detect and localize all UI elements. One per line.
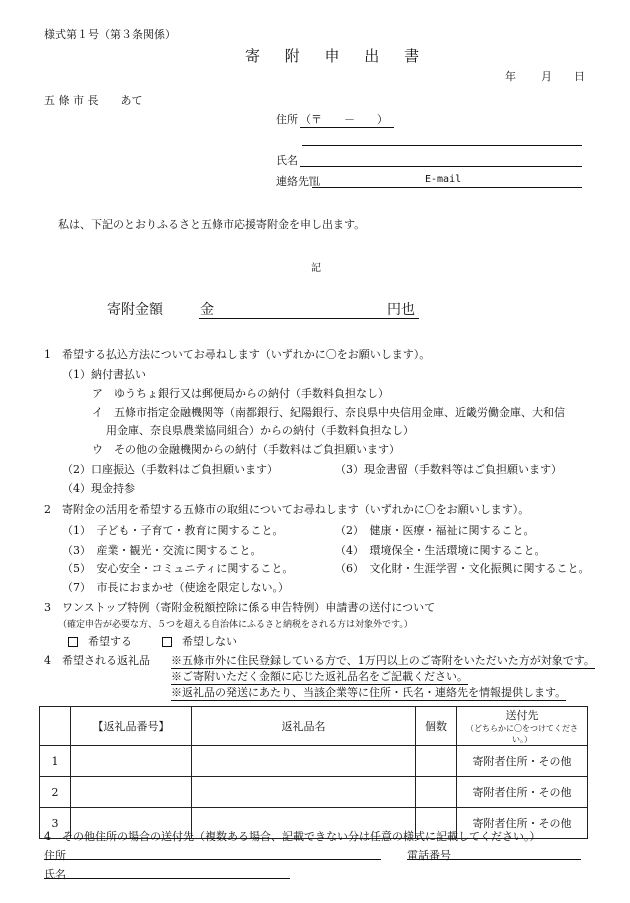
email-label: E-mail xyxy=(425,174,462,185)
page-title: 寄 附 申 出 書 xyxy=(245,47,430,65)
col-destination-header xyxy=(457,707,588,746)
applicant-address-label: 住所 xyxy=(276,113,298,126)
q3-no-label: 希望しない xyxy=(182,635,237,648)
q3-no-option[interactable] xyxy=(162,633,237,649)
q5-address-field[interactable] xyxy=(44,859,381,860)
gift-name-cell[interactable] xyxy=(192,777,416,808)
ki-label: 記 xyxy=(311,263,321,274)
amount-label: 寄附金額 xyxy=(107,302,163,318)
q2-option-5[interactable]: （5） 安心安全・コミュニティに関すること。 xyxy=(62,562,294,575)
gift-number-cell[interactable] xyxy=(71,777,192,808)
q5-name-field[interactable] xyxy=(44,878,290,879)
q1-option-1i: イ 五條市指定金融機関等（南都銀行、紀陽銀行、奈良県中央信用金庫、近畿労働金庫、大和信 xyxy=(92,406,565,419)
q4-note-3: ※返礼品の発送にあたり、当該企業等に住所・氏名・連絡先を情報提供します。 xyxy=(171,686,567,699)
col-gift-name-header: 返礼品名 xyxy=(192,707,416,746)
q2-option-4[interactable]: （4） 環境保全・生活環境に関すること。 xyxy=(335,544,546,557)
table-header-row xyxy=(40,707,588,746)
address-line-2[interactable] xyxy=(302,145,582,146)
q1-option-1[interactable]: （1）納付書払い xyxy=(62,368,146,381)
row-index: 1 xyxy=(40,746,71,777)
q4-note-1: ※五條市外に住民登録している方で、1万円以上のご寄附をいただいた方が対象です。 xyxy=(171,654,595,667)
q2-option-1[interactable]: （1） 子ども・子育て・教育に関すること。 xyxy=(62,524,284,537)
applicant-name-label: 氏名 xyxy=(276,154,298,167)
q1-option-1u: ウ その他の金融機関からの納付（手数料はご負担願います） xyxy=(92,443,400,456)
destination-header-label: 送付先 xyxy=(505,709,539,722)
q3-heading: 3 ワンストップ特例（寄附金税額控除に係る申告特例）申請書の送付について xyxy=(44,601,436,614)
q5-phone-field[interactable] xyxy=(407,859,581,860)
q2-option-7[interactable]: （7） 市長におまかせ（使途を限定しない。） xyxy=(62,581,289,594)
table-row xyxy=(40,746,588,777)
q4-note-2: ※ご寄附いただく金額に応じた返礼品名をご記載ください。 xyxy=(171,670,468,683)
gift-name-cell[interactable] xyxy=(192,746,416,777)
destination-header-note: （どちらかに〇をつけてください。） xyxy=(466,724,578,744)
q3-note: （確定申告が必要な方、５つを超える自治体にふるさと納税をされる方は対象外です。） xyxy=(58,620,413,630)
q1-option-1i-cont: 用金庫、奈良県農業協同組合）からの納付（手数料負担なし） xyxy=(106,424,414,437)
form-code: 様式第１号（第３条関係） xyxy=(44,28,176,41)
amount-prefix: 金 xyxy=(200,302,214,318)
destination-cell[interactable]: 寄附者住所・その他 xyxy=(457,808,588,839)
col-index-header xyxy=(40,707,71,746)
q5-phone-label: 電話番号 xyxy=(407,849,451,862)
q5-name-label: 氏名 xyxy=(44,868,66,881)
q1-heading: 1 希望する払込方法についてお尋ねします（いずれかに〇をお願いします）。 xyxy=(44,348,431,361)
q1-option-3[interactable]: （3）現金書留（手数料等はご負担願います） xyxy=(335,463,562,476)
table-row xyxy=(40,777,588,808)
q1-option-2[interactable]: （2）口座振込（手数料はご負担願います） xyxy=(62,463,278,476)
statement-text: 私は、下記のとおりふるさと五條市応援寄附金を申し出ます。 xyxy=(58,218,366,231)
quantity-cell[interactable] xyxy=(416,746,457,777)
q2-option-6[interactable]: （6） 文化財・生涯学習・文化振興に関すること。 xyxy=(335,562,590,575)
gift-number-cell[interactable] xyxy=(71,746,192,777)
quantity-cell[interactable] xyxy=(416,777,457,808)
amount-field[interactable] xyxy=(199,318,419,319)
gift-table xyxy=(39,706,588,839)
contact-field[interactable] xyxy=(312,187,582,188)
q1-option-1a: ア ゆうちょ銀行又は郵便局からの納付（手数料負担なし） xyxy=(92,387,389,400)
q2-option-3[interactable]: （3） 産業・観光・交流に関すること。 xyxy=(62,544,262,557)
q1-option-4[interactable]: （4）現金持参 xyxy=(62,482,135,495)
q3-yes-option[interactable] xyxy=(68,633,132,649)
q4-heading: 4 希望される返礼品 xyxy=(44,654,150,667)
q5-address-label: 住所 xyxy=(44,849,66,862)
q3-yes-label: 希望する xyxy=(88,635,132,648)
q2-heading: 2 寄附金の活用を希望する五條市の取組についてお尋ねします（いずれかに〇をお願いします）。 xyxy=(44,503,530,516)
row-index: 3 xyxy=(40,808,71,839)
date-year: 年 xyxy=(505,70,516,83)
date-day: 日 xyxy=(574,70,585,83)
row-index: 2 xyxy=(40,777,71,808)
q2-option-2[interactable]: （2） 健康・医療・福祉に関すること。 xyxy=(335,524,535,537)
destination-cell[interactable]: 寄附者住所・その他 xyxy=(457,746,588,777)
checkbox-icon[interactable] xyxy=(68,637,78,647)
addressee: 五 條 市 長 あて xyxy=(44,94,143,107)
contact-label: 連絡先℡ xyxy=(276,175,320,188)
date-month: 月 xyxy=(541,70,552,83)
postal-code-field[interactable]: （〒 － ） xyxy=(300,111,394,128)
col-quantity-header: 個数 xyxy=(416,707,457,746)
destination-cell[interactable]: 寄附者住所・その他 xyxy=(457,777,588,808)
checkbox-icon[interactable] xyxy=(162,637,172,647)
name-field[interactable] xyxy=(300,166,582,167)
amount-suffix: 円也 xyxy=(387,302,415,318)
q5-heading: 4 その他住所の場合の送付先（複数ある場合、記載できない分は任意の様式に記載してください。） xyxy=(44,830,541,843)
col-gift-number-header: 【返礼品番号】 xyxy=(71,707,192,746)
